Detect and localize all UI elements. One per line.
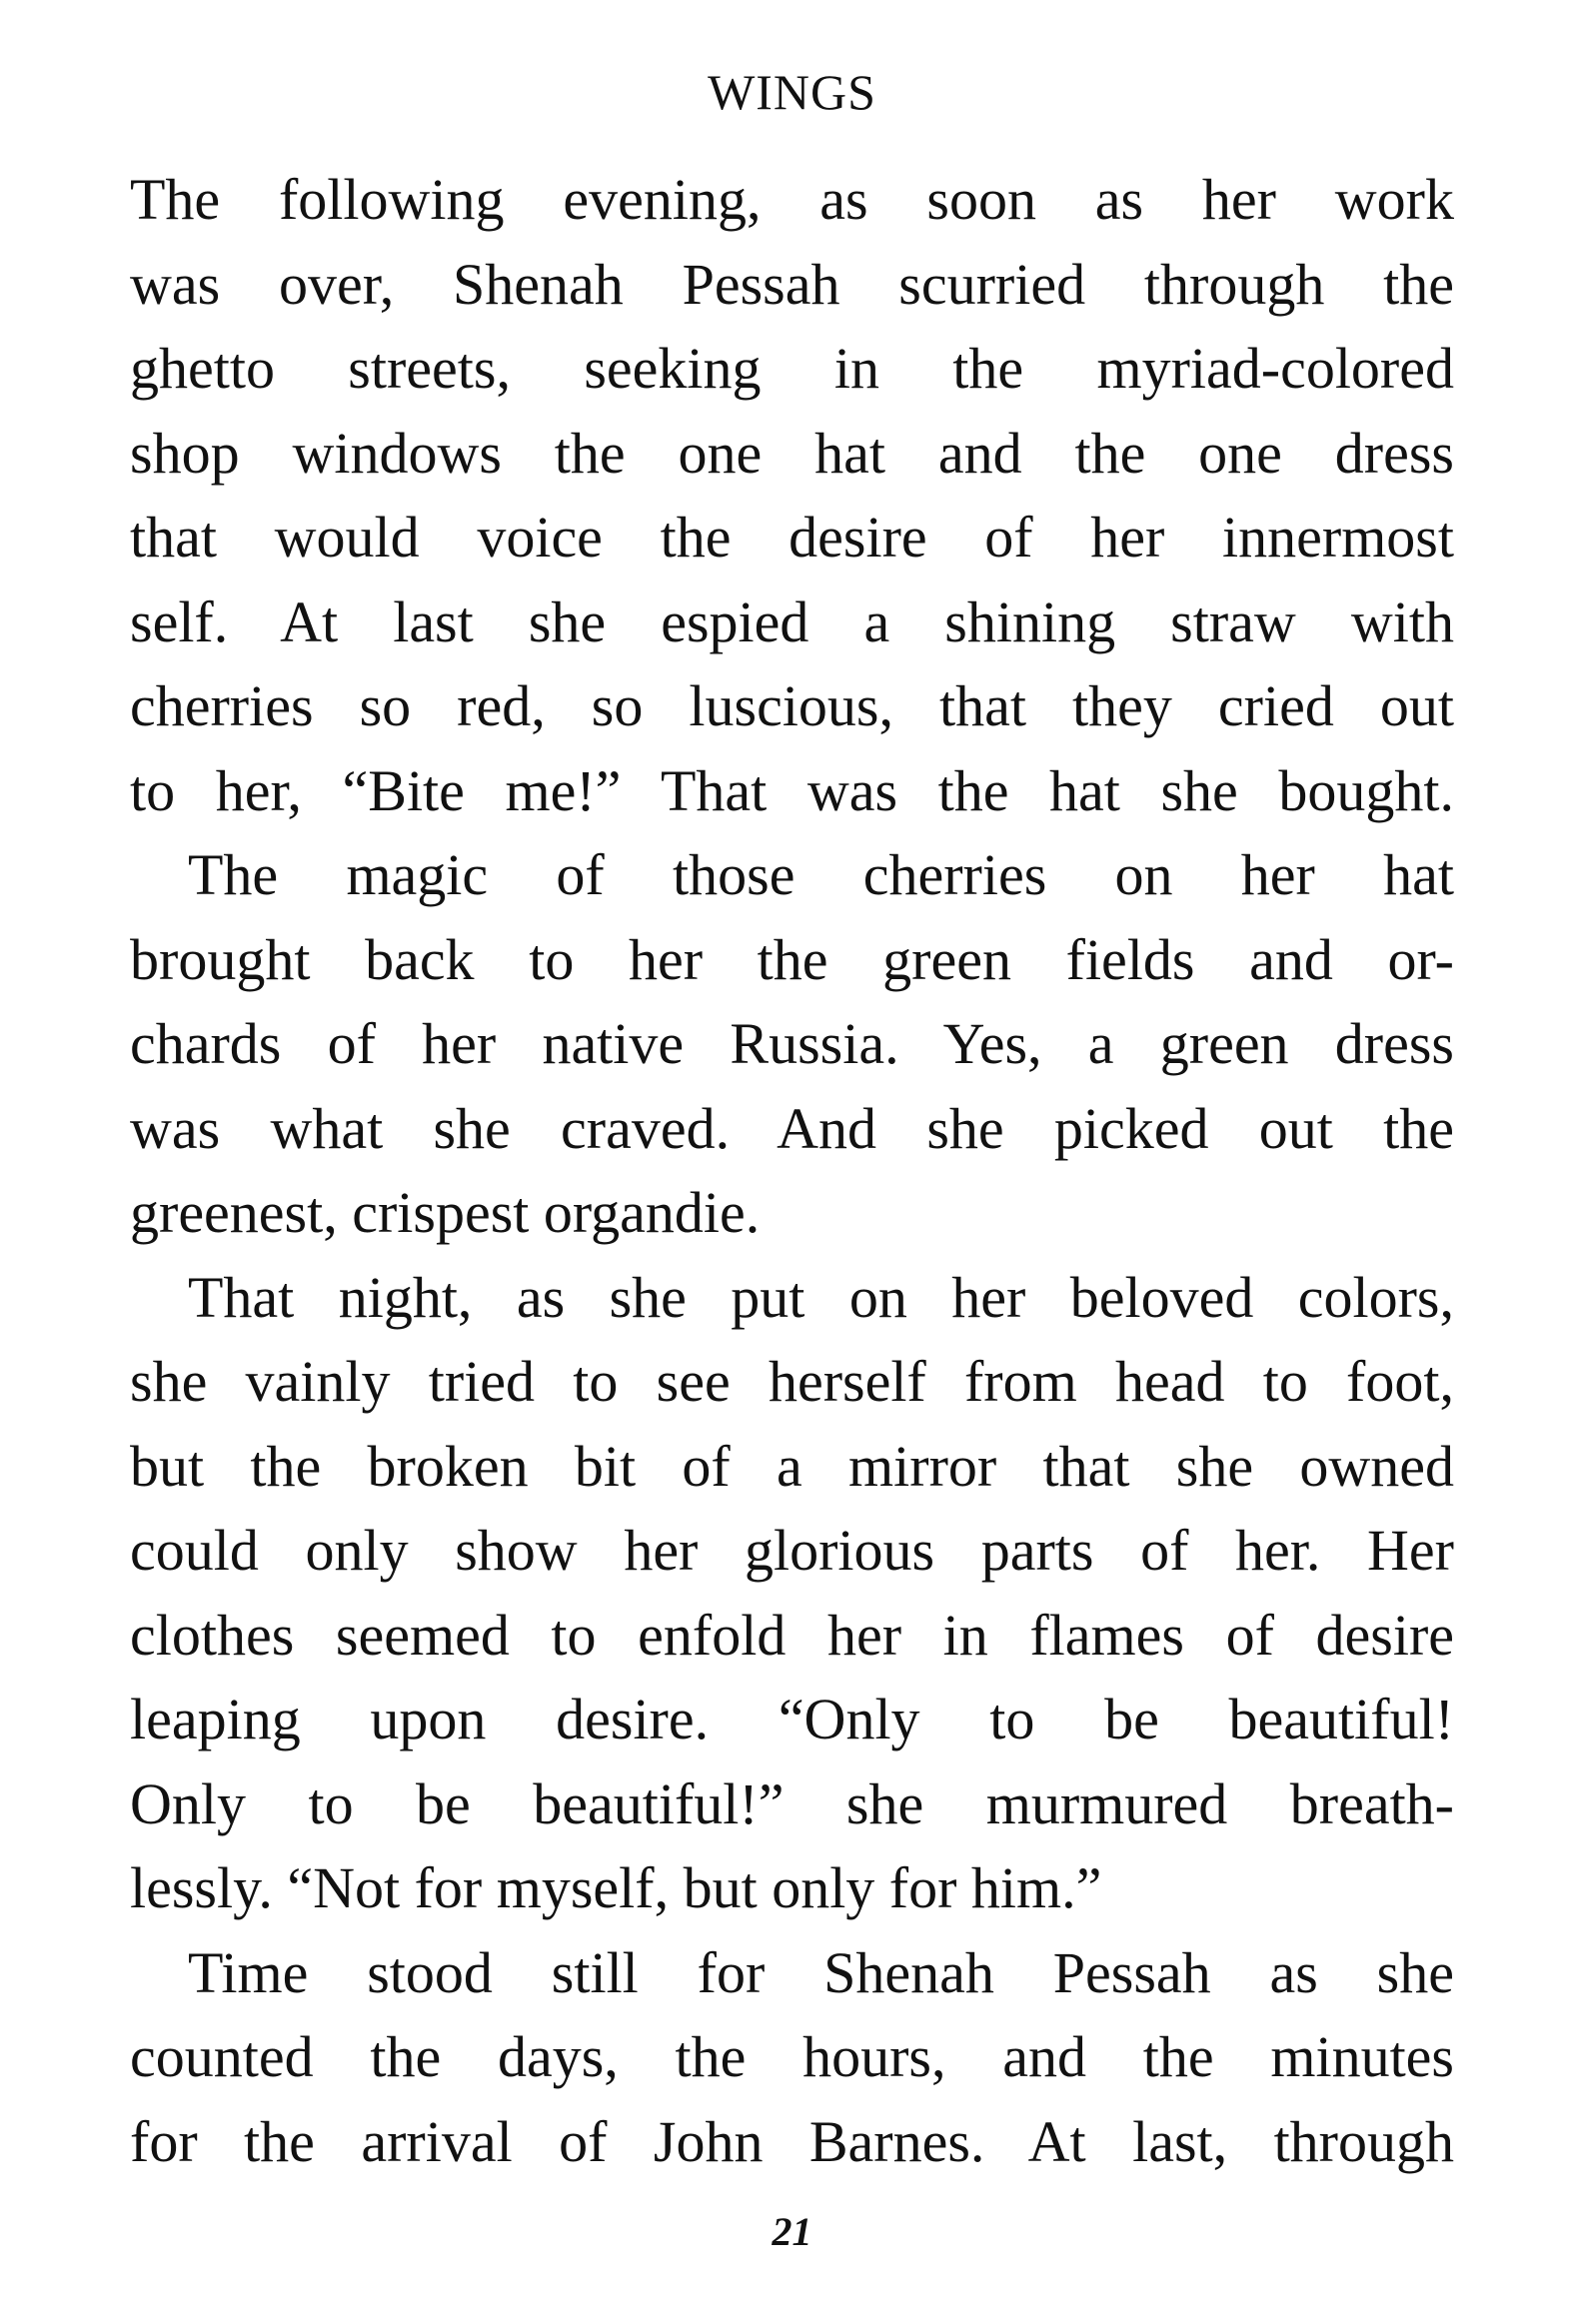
paragraph-last-line: greenest, crispest organdie.	[130, 1180, 761, 1245]
text-line: The following evening, as soon as her work	[130, 167, 1454, 232]
text-line: that would voice the desire of her innermost	[130, 505, 1454, 570]
text-line: leaping upon desire. “Only to be beautiful!	[130, 1687, 1454, 1751]
text-line: brought back to her the green fields and or-	[130, 926, 1454, 992]
text-line: but the broken bit of a mirror that she owned	[130, 1433, 1454, 1499]
paragraph-first-line: The magic of those cherries on her hat	[188, 842, 1454, 907]
page-number: 21	[772, 2209, 812, 2254]
text-line: chards of her native Russia. Yes, a green dress	[130, 1011, 1454, 1076]
paragraph-first-line: Time stood still for Shenah Pessah as she	[188, 1939, 1454, 2005]
text-line: self. At last she espied a shining straw with	[130, 588, 1454, 654]
text-line: was over, Shenah Pessah scurried through the	[130, 251, 1454, 317]
paragraph-first-line: That night, as she put on her beloved colors,	[188, 1264, 1454, 1330]
text-line: Only to be beautiful!” she murmured breath-	[130, 1770, 1454, 1836]
text-line: for the arrival of John Barnes. At last, through	[130, 2108, 1454, 2174]
text-line: ghetto streets, seeking in the myriad-colored	[130, 336, 1454, 401]
text-line: counted the days, the hours, and the minutes	[130, 2024, 1454, 2089]
text-line: clothes seemed to enfold her in flames of desire	[130, 1602, 1454, 1668]
text-line: cherries so red, so luscious, that they cried out	[130, 673, 1454, 738]
text-line: shop windows the one hat and the one dress	[130, 420, 1454, 486]
running-head: WINGS	[708, 64, 876, 120]
text-line: to her, “Bite me!” That was the hat she bought.	[130, 757, 1454, 823]
body-text	[130, 158, 1454, 2184]
text-line: was what she craved. And she picked out the	[130, 1095, 1454, 1161]
text-line: she vainly tried to see herself from head to foot,	[130, 1349, 1454, 1414]
text-line: could only show her glorious parts of her. Her	[130, 1518, 1454, 1583]
paragraph-last-line: lessly. “Not for myself, but only for him.”	[130, 1855, 1102, 1920]
